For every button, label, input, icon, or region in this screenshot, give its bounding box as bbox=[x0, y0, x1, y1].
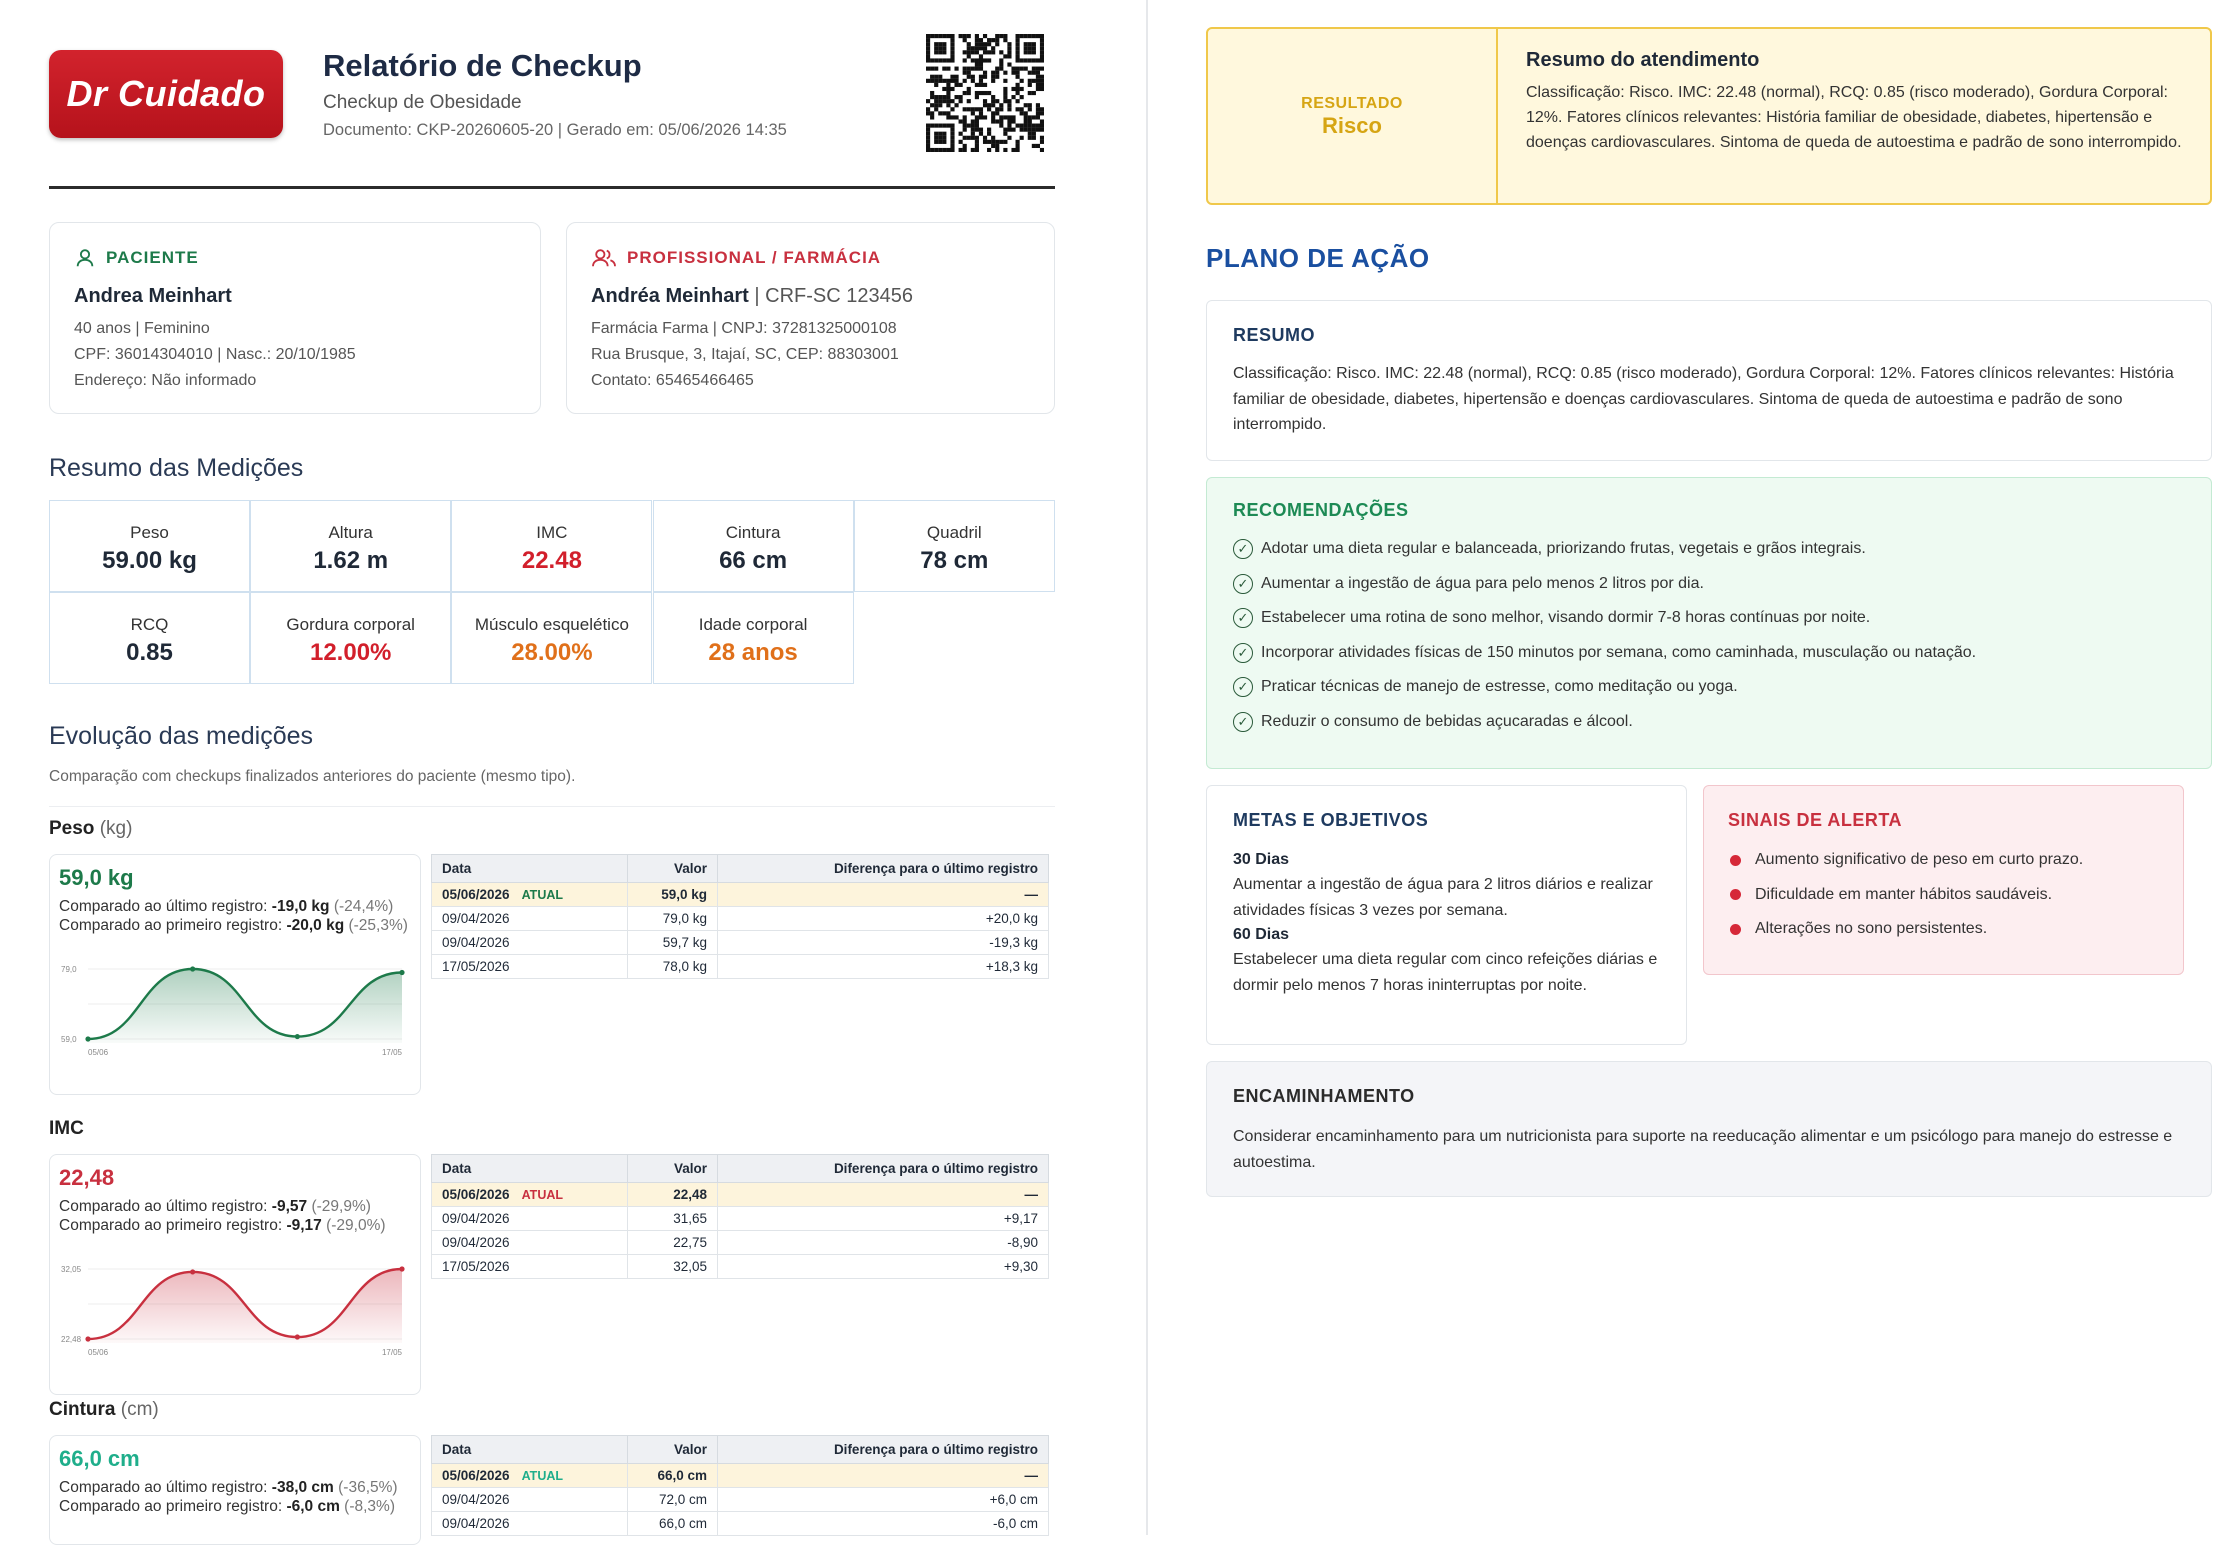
brand-logo-text: Dr Cuidado bbox=[66, 73, 266, 114]
goals-list bbox=[1233, 848, 1663, 998]
cell-date bbox=[432, 1488, 628, 1512]
cell-date bbox=[432, 955, 628, 979]
evolution-current-value: 66,0 cm bbox=[59, 1446, 140, 1471]
measure-value: 28.00% bbox=[511, 639, 593, 666]
report-title: Relatório de Checkup bbox=[323, 48, 642, 83]
compare-last-label: Comparado ao último registro: bbox=[59, 1198, 272, 1215]
measure-cell bbox=[854, 500, 1055, 592]
table-row bbox=[432, 1464, 1049, 1488]
row-date: 09/04/2026 bbox=[442, 1492, 510, 1507]
report-subtitle: Checkup de Obesidade bbox=[323, 92, 522, 113]
measure-label: Gordura corporal bbox=[286, 615, 415, 634]
row-date: 05/06/2026 bbox=[442, 1468, 510, 1483]
measure-cell bbox=[451, 592, 652, 684]
cell-date bbox=[432, 1255, 628, 1279]
alert-text: Alterações no sono persistentes. bbox=[1755, 920, 1988, 938]
professional-crf: | CRF-SC 123456 bbox=[748, 285, 913, 307]
evolution-chart-card bbox=[49, 854, 421, 1095]
cell-date bbox=[432, 1231, 628, 1255]
result-box bbox=[1206, 27, 2212, 205]
measure-label: RCQ bbox=[130, 615, 169, 634]
table-row bbox=[432, 907, 1049, 931]
evolution-table bbox=[431, 1435, 1049, 1536]
alerts-list bbox=[1730, 843, 2170, 947]
evolution-compare-last bbox=[59, 1197, 409, 1216]
compare-first-value: -9,17 bbox=[286, 1217, 322, 1234]
evolution-table bbox=[431, 854, 1049, 979]
measure-value: 66 cm bbox=[719, 547, 788, 574]
goals-box bbox=[1206, 785, 1687, 1045]
compare-last-value: -38,0 cm bbox=[271, 1479, 334, 1496]
alert-item bbox=[1730, 878, 2170, 913]
report-meta: Documento: CKP-20260605-20 | Gerado em: 05/06/2026 14:35 bbox=[323, 121, 787, 139]
evolution-table bbox=[431, 1154, 1049, 1279]
row-diff: — bbox=[718, 1183, 1049, 1207]
evolution-chart-card bbox=[49, 1154, 421, 1395]
compare-first-value: -20,0 kg bbox=[286, 917, 345, 934]
table-header-row bbox=[432, 1155, 1049, 1183]
header-divider bbox=[49, 186, 1055, 189]
chart-ytick-label: 79,0 bbox=[61, 965, 77, 974]
row-value: 78,0 kg bbox=[628, 955, 718, 979]
evolution-subtitle: Comparação com checkups finalizados anteriores do paciente (mesmo tipo). bbox=[49, 768, 576, 785]
measure-label: Cintura bbox=[725, 523, 781, 542]
result-value: Risco bbox=[1322, 113, 1382, 138]
compare-last-label: Comparado ao último registro: bbox=[59, 898, 272, 915]
atual-badge: ATUAL bbox=[521, 888, 564, 902]
row-value: 66,0 cm bbox=[628, 1464, 718, 1488]
result-label: RESULTADO bbox=[1301, 95, 1403, 112]
recommendation-item bbox=[1233, 601, 2193, 636]
compare-first-pct: (-8,3%) bbox=[344, 1498, 395, 1515]
professional-heading bbox=[591, 247, 913, 269]
recommendation-text: Incorporar atividades físicas de 150 minutos por semana, como caminhada, musculação ou natação. bbox=[1261, 643, 1977, 661]
recommendation-item bbox=[1233, 670, 2193, 705]
recommendation-text: Praticar técnicas de manejo de estresse, como meditação ou yoga. bbox=[1261, 678, 1738, 696]
measure-cell bbox=[653, 500, 854, 592]
measure-value: 0.85 bbox=[126, 639, 173, 666]
chart-point bbox=[85, 1336, 90, 1341]
measure-value: 22.48 bbox=[521, 547, 582, 574]
chart-point bbox=[190, 1269, 195, 1274]
compare-first-value: -6,0 cm bbox=[286, 1498, 340, 1515]
chart-xtick-label: 17/05 bbox=[381, 1348, 402, 1357]
measure-cell bbox=[653, 592, 854, 684]
row-value: 22,48 bbox=[628, 1183, 718, 1207]
evolution-current-value: 59,0 kg bbox=[59, 865, 134, 890]
check-circle-icon: ✓ bbox=[1233, 677, 1253, 697]
user-icon bbox=[74, 247, 96, 269]
bullet-icon bbox=[1730, 924, 1741, 935]
row-date: 09/04/2026 bbox=[442, 1235, 510, 1250]
recommendations-box bbox=[1206, 477, 2212, 769]
recommendation-item bbox=[1233, 567, 2193, 602]
chart-ytick-label: 59,0 bbox=[61, 1035, 77, 1044]
measure-label: IMC bbox=[536, 523, 568, 542]
col-date: Data bbox=[432, 1436, 628, 1464]
row-diff: — bbox=[718, 1464, 1049, 1488]
goal-period: 30 Dias bbox=[1233, 851, 1290, 868]
measure-label: Idade corporal bbox=[698, 615, 808, 634]
col-value: Valor bbox=[628, 855, 718, 883]
recommendations-title: RECOMENDAÇÕES bbox=[1233, 500, 1409, 520]
goal-text: Aumentar a ingestão de água para 2 litros diários e realizar atividades físicas 3 vezes por semana. bbox=[1233, 876, 1653, 919]
page-divider bbox=[1146, 0, 1148, 1535]
chart-area bbox=[88, 969, 402, 1043]
col-diff: Diferença para o último registro bbox=[718, 855, 1049, 883]
row-value: 79,0 kg bbox=[628, 907, 718, 931]
evolution-divider bbox=[49, 806, 1055, 807]
row-diff: +20,0 kg bbox=[718, 907, 1049, 931]
measures-title: Resumo das Medições bbox=[49, 454, 304, 482]
measure-cell bbox=[49, 500, 250, 592]
recommendation-text: Aumentar a ingestão de água para pelo menos 2 litros por dia. bbox=[1261, 574, 1704, 592]
measure-cell bbox=[49, 592, 250, 684]
row-date: 05/06/2026 bbox=[442, 887, 510, 902]
patient-card bbox=[49, 222, 541, 414]
evolution-metric-name: IMC bbox=[49, 1118, 84, 1139]
alerts-box bbox=[1703, 785, 2184, 975]
measure-value: 28 anos bbox=[708, 639, 798, 666]
patient-heading-label: PACIENTE bbox=[106, 248, 199, 267]
professional-line-contact: Contato: 65465466465 bbox=[591, 372, 754, 389]
row-date: 09/04/2026 bbox=[442, 911, 510, 926]
measure-cell bbox=[451, 500, 652, 592]
col-value: Valor bbox=[628, 1436, 718, 1464]
evolution-metric-name: Peso bbox=[49, 818, 95, 839]
chart-point bbox=[295, 1034, 300, 1039]
compare-last-pct: (-29,9%) bbox=[307, 1198, 371, 1215]
table-header-row bbox=[432, 1436, 1049, 1464]
cell-date bbox=[432, 931, 628, 955]
table-row bbox=[432, 1512, 1049, 1536]
check-circle-icon: ✓ bbox=[1233, 574, 1253, 594]
evolution-sparkline bbox=[50, 955, 420, 1091]
patient-name: Andrea Meinhart bbox=[74, 285, 232, 307]
evolution-sparkline bbox=[50, 1255, 420, 1391]
patient-line-age: 40 anos | Feminino bbox=[74, 320, 210, 337]
row-diff: +9,30 bbox=[718, 1255, 1049, 1279]
result-badge bbox=[1208, 29, 1498, 203]
referral-box bbox=[1206, 1061, 2212, 1197]
professional-line-address: Rua Brusque, 3, Itajaí, SC, CEP: 88303001 bbox=[591, 346, 899, 363]
row-date: 09/04/2026 bbox=[442, 1211, 510, 1226]
professional-card bbox=[566, 222, 1055, 414]
chart-point bbox=[85, 1036, 90, 1041]
measure-cell bbox=[250, 592, 451, 684]
check-circle-icon: ✓ bbox=[1233, 712, 1253, 732]
row-diff: -19,3 kg bbox=[718, 931, 1049, 955]
evolution-metric-label bbox=[49, 1118, 84, 1140]
measure-value: 78 cm bbox=[920, 547, 989, 574]
row-value: 22,75 bbox=[628, 1231, 718, 1255]
measure-value: 12.00% bbox=[309, 639, 392, 666]
goal-period: 60 Dias bbox=[1233, 926, 1290, 943]
check-circle-icon: ✓ bbox=[1233, 539, 1253, 559]
brand-logo bbox=[49, 50, 283, 138]
compare-last-pct: (-24,4%) bbox=[329, 898, 394, 915]
alert-text: Aumento significativo de peso em curto prazo. bbox=[1755, 851, 2084, 869]
chart-xtick-label: 17/05 bbox=[381, 1048, 402, 1057]
result-text: Classificação: Risco. IMC: 22.48 (normal), RCQ: 0.85 (risco moderado), Gordura Corporal: 12%. Fatores clínicos relevantes: História familiar de obesidade, diabetes, hipertensão e doenças cardiovasculares. Sintoma de queda de autoestima e padrão de sono interrompido. bbox=[1526, 84, 2182, 151]
evolution-compare-last bbox=[59, 897, 409, 916]
table-row bbox=[432, 1488, 1049, 1512]
professional-name-row bbox=[591, 285, 913, 308]
chart-point bbox=[399, 970, 404, 975]
bullet-icon bbox=[1730, 889, 1741, 900]
measure-value: 59.00 kg bbox=[102, 547, 197, 574]
goal-text: Estabelecer uma dieta regular com cinco refeições diárias e dormir pelo menos 7 horas ininterruptas por noite. bbox=[1233, 951, 1658, 994]
goals-title: METAS E OBJETIVOS bbox=[1233, 810, 1429, 830]
summary-box bbox=[1206, 300, 2212, 461]
table-row bbox=[432, 1255, 1049, 1279]
row-date: 09/04/2026 bbox=[442, 935, 510, 950]
compare-first-pct: (-29,0%) bbox=[326, 1217, 386, 1234]
cell-date bbox=[432, 1464, 628, 1488]
chart-point bbox=[399, 1266, 404, 1271]
table-row bbox=[432, 1207, 1049, 1231]
evolution-compare-last bbox=[59, 1478, 409, 1497]
compare-last-value: -9,57 bbox=[271, 1198, 308, 1215]
row-value: 59,7 kg bbox=[628, 931, 718, 955]
alert-item bbox=[1730, 912, 2170, 947]
referral-text: Considerar encaminhamento para um nutricionista para suporte na reeducação alimentar e um psicólogo para manejo do estresse e autoestima. bbox=[1233, 1128, 2173, 1171]
col-value: Valor bbox=[628, 1155, 718, 1183]
evolution-metric-unit: (cm) bbox=[120, 1399, 159, 1420]
measure-label: Altura bbox=[328, 523, 373, 542]
patient-heading bbox=[74, 247, 356, 269]
professional-heading-label: PROFISSIONAL / FARMÁCIA bbox=[627, 248, 882, 267]
result-title: Resumo do atendimento bbox=[1526, 49, 1760, 71]
check-circle-icon: ✓ bbox=[1233, 608, 1253, 628]
recommendation-item bbox=[1233, 532, 2193, 567]
cell-date bbox=[432, 907, 628, 931]
compare-last-label: Comparado ao último registro: bbox=[59, 1479, 272, 1496]
row-diff: -8,90 bbox=[718, 1231, 1049, 1255]
chart-ytick-label: 32,05 bbox=[61, 1265, 82, 1274]
alerts-title: SINAIS DE ALERTA bbox=[1728, 810, 1903, 830]
professional-name: Andréa Meinhart bbox=[591, 285, 749, 307]
patient-line-address: Endereço: Não informado bbox=[74, 372, 257, 389]
row-diff: — bbox=[718, 883, 1049, 907]
compare-last-pct: (-36,5%) bbox=[333, 1479, 398, 1496]
compare-last-value: -19,0 kg bbox=[271, 898, 330, 915]
row-value: 31,65 bbox=[628, 1207, 718, 1231]
summary-title: RESUMO bbox=[1233, 325, 1316, 345]
row-diff: +18,3 kg bbox=[718, 955, 1049, 979]
qr-code bbox=[926, 34, 1044, 152]
table-row bbox=[432, 1183, 1049, 1207]
measure-value: 1.62 m bbox=[313, 547, 389, 574]
evolution-compare-first bbox=[59, 916, 409, 935]
cell-date bbox=[432, 1183, 628, 1207]
row-diff: +6,0 cm bbox=[718, 1488, 1049, 1512]
referral-title: ENCAMINHAMENTO bbox=[1233, 1086, 1415, 1106]
alert-item bbox=[1730, 843, 2170, 878]
row-date: 17/05/2026 bbox=[442, 1259, 510, 1274]
evolution-title: Evolução das medições bbox=[49, 722, 314, 750]
table-header-row bbox=[432, 855, 1049, 883]
measure-cell bbox=[250, 500, 451, 592]
measures-grid bbox=[49, 500, 1055, 684]
cell-date bbox=[432, 883, 628, 907]
users-icon bbox=[591, 247, 617, 269]
row-date: 09/04/2026 bbox=[442, 1516, 510, 1531]
compare-first-label: Comparado ao primeiro registro: bbox=[59, 1498, 287, 1515]
chart-ytick-label: 22,48 bbox=[61, 1335, 82, 1344]
row-diff: -6,0 cm bbox=[718, 1512, 1049, 1536]
table-row bbox=[432, 931, 1049, 955]
evolution-compare-first bbox=[59, 1497, 409, 1516]
col-diff: Diferença para o último registro bbox=[718, 1436, 1049, 1464]
summary-text: Classificação: Risco. IMC: 22.48 (normal), RCQ: 0.85 (risco moderado), Gordura Corporal: 12%. Fatores clínicos relevantes: História familiar de obesidade, diabetes, hipertensão e doenças cardiovasculares. Sintoma de queda de autoestima e padrão de sono interrompido. bbox=[1233, 365, 2174, 433]
evolution-metric-name: Cintura bbox=[49, 1399, 116, 1420]
table-row bbox=[432, 955, 1049, 979]
cell-date bbox=[432, 1512, 628, 1536]
cell-date bbox=[432, 1207, 628, 1231]
goal-item bbox=[1233, 923, 1663, 998]
check-circle-icon: ✓ bbox=[1233, 643, 1253, 663]
measure-label: Músculo esquelético bbox=[474, 615, 629, 634]
atual-badge: ATUAL bbox=[521, 1188, 564, 1202]
row-date: 17/05/2026 bbox=[442, 959, 510, 974]
evolution-compare-first bbox=[59, 1216, 409, 1235]
col-date: Data bbox=[432, 855, 628, 883]
patient-line-cpf: CPF: 36014304010 | Nasc.: 20/10/1985 bbox=[74, 346, 356, 363]
recommendation-item bbox=[1233, 636, 2193, 671]
bullet-icon bbox=[1730, 855, 1741, 866]
plan-title: PLANO DE AÇÃO bbox=[1206, 243, 1430, 273]
evolution-metric-label bbox=[49, 818, 132, 840]
chart-point bbox=[190, 966, 195, 971]
row-value: 59,0 kg bbox=[628, 883, 718, 907]
row-diff: +9,17 bbox=[718, 1207, 1049, 1231]
chart-xtick-label: 05/06 bbox=[88, 1348, 109, 1357]
recommendations-list bbox=[1233, 532, 2193, 739]
professional-line-pharmacy: Farmácia Farma | CNPJ: 37281325000108 bbox=[591, 320, 897, 337]
compare-first-label: Comparado ao primeiro registro: bbox=[59, 917, 287, 934]
chart-xtick-label: 05/06 bbox=[88, 1048, 109, 1057]
row-value: 32,05 bbox=[628, 1255, 718, 1279]
col-diff: Diferença para o último registro bbox=[718, 1155, 1049, 1183]
row-value: 72,0 cm bbox=[628, 1488, 718, 1512]
atual-badge: ATUAL bbox=[521, 1469, 564, 1483]
result-summary bbox=[1526, 49, 2196, 155]
alert-text: Dificuldade em manter hábitos saudáveis. bbox=[1755, 885, 2053, 903]
evolution-chart-card bbox=[49, 1435, 421, 1545]
recommendation-item bbox=[1233, 705, 2193, 740]
measure-label: Peso bbox=[130, 523, 169, 542]
compare-first-pct: (-25,3%) bbox=[348, 917, 408, 934]
recommendation-text: Reduzir o consumo de bebidas açucaradas e álcool. bbox=[1261, 712, 1633, 730]
evolution-metric-unit: (kg) bbox=[99, 818, 133, 839]
table-row bbox=[432, 883, 1049, 907]
row-value: 66,0 cm bbox=[628, 1512, 718, 1536]
chart-point bbox=[295, 1334, 300, 1339]
recommendation-text: Adotar uma dieta regular e balanceada, priorizando frutas, vegetais e grãos integrais. bbox=[1261, 540, 1866, 558]
col-date: Data bbox=[432, 1155, 628, 1183]
recommendation-text: Estabelecer uma rotina de sono melhor, visando dormir 7-8 horas contínuas por noite. bbox=[1261, 609, 1871, 627]
measure-label: Quadril bbox=[926, 523, 982, 542]
evolution-current-value: 22,48 bbox=[59, 1165, 115, 1190]
goal-item bbox=[1233, 848, 1663, 923]
compare-first-label: Comparado ao primeiro registro: bbox=[59, 1217, 287, 1234]
table-row bbox=[432, 1231, 1049, 1255]
evolution-metric-label bbox=[49, 1399, 159, 1421]
row-date: 05/06/2026 bbox=[442, 1187, 510, 1202]
